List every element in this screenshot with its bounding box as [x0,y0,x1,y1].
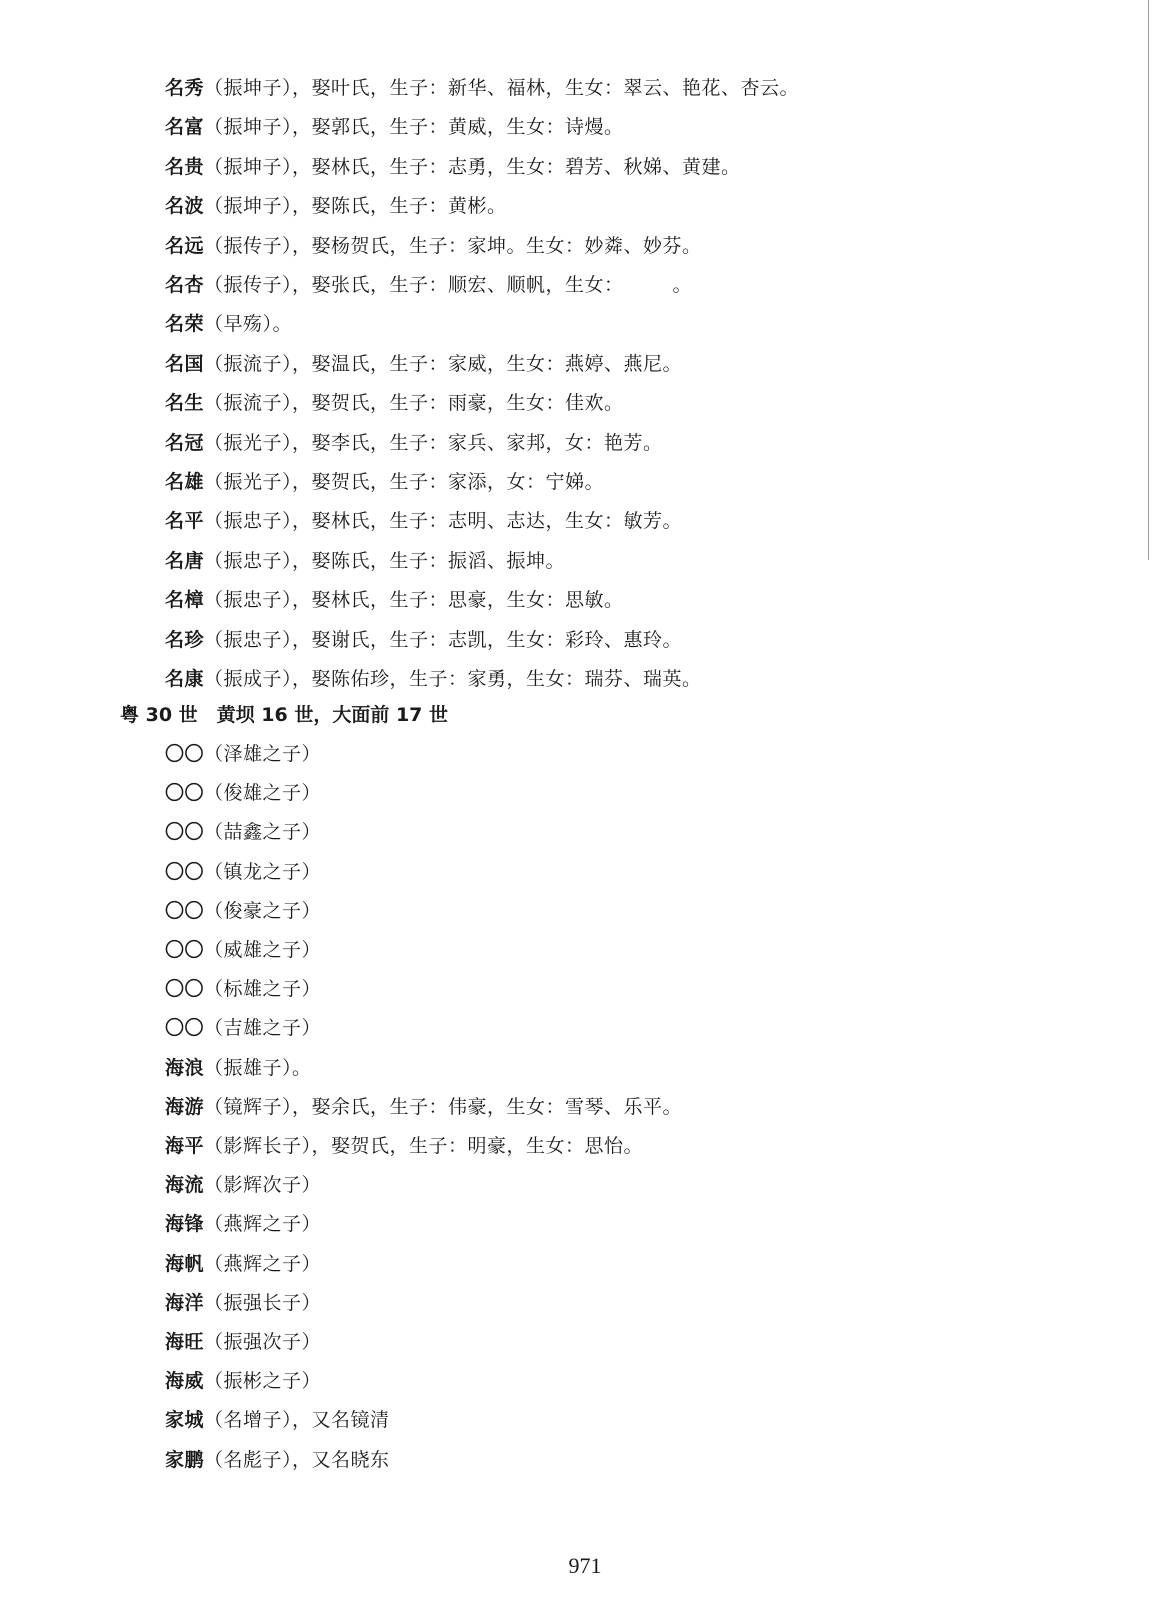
person-name: 海帆 [165,1252,205,1275]
genealogy-entry [165,975,321,1003]
person-details: （吉雄之子） [204,1017,322,1040]
person-name: 海游 [165,1095,205,1118]
genealogy-entry [165,1446,390,1474]
person-name: 海旺 [165,1331,205,1353]
genealogy-entry [165,350,682,378]
person-name: 〇〇 [165,860,205,883]
person-name: 海威 [165,1370,205,1393]
person-details: （振光子），娶李氏，生子：家兵、家邦，女：艳芳。 [204,431,663,454]
genealogy-entry [165,626,682,654]
person-details: （振忠子），娶陈氏，生子：振滔、振坤。 [204,549,566,572]
genealogy-entry [165,74,799,102]
person-details: （振坤子），娶郭氏，生子：黄威，生女：诗熳。 [204,116,624,139]
genealogy-entry [165,1328,321,1356]
genealogy-entry [165,468,604,496]
person-name: 〇〇 [165,821,205,844]
genealogy-entry [165,665,702,693]
person-details: （喆鑫之子） [204,821,322,844]
person-details: （早殇）。 [204,313,293,336]
person-name: 海锋 [165,1213,205,1236]
genealogy-entry [165,1289,321,1317]
person-details: （俊雄之子） [204,782,322,805]
person-details: （镇龙之子） [204,860,322,883]
genealogy-entry [165,1250,321,1278]
person-name: 家鹏 [165,1448,205,1471]
person-details: （燕辉之子） [204,1213,322,1236]
person-name: 海洋 [165,1291,205,1314]
genealogy-entry [165,153,741,181]
person-name: 名富 [165,116,205,139]
person-details: （威雄之子） [204,939,322,961]
person-details: （影辉长子），娶贺氏，生子：明豪，生女：思怡。 [204,1135,644,1157]
genealogy-entry [165,897,321,925]
person-name: 名雄 [165,471,205,493]
person-name: 名生 [165,392,205,415]
person-name: 海流 [165,1174,205,1197]
person-details: （名增子），又名镜清 [204,1409,390,1432]
person-name: 名珍 [165,628,205,651]
person-details: （振忠子），娶林氏，生子：志明、志达，生女：敏芳。 [204,510,683,533]
person-name: 〇〇 [165,939,205,961]
person-details: （振传子），娶杨贺氏，生子：家坤。生女：妙粦、妙芬。 [204,234,702,257]
genealogy-entry [165,310,292,338]
genealogy-entry [165,232,702,260]
person-details: （燕辉之子） [204,1252,322,1275]
genealogy-entry [165,1367,321,1395]
person-name: 〇〇 [165,782,205,805]
person-name: 名杏 [165,274,205,296]
person-details: （振忠子），娶林氏，生子：思豪，生女：思敏。 [204,589,624,612]
person-details: （振强次子） [204,1331,322,1353]
person-details: （振强长子） [204,1291,322,1314]
person-name: 名冠 [165,431,205,454]
person-details: （名彪子），又名晓东 [204,1448,390,1471]
genealogy-entry [165,586,624,614]
genealogy-entry [165,1132,643,1160]
section-heading: 粤 30 世 黄坝 16 世，大面前 17 世 [120,704,449,726]
genealogy-entry [165,1406,390,1434]
person-details: （振忠子），娶谢氏，生子：志凯，生女：彩玲、惠玲。 [204,628,683,651]
page-number: 971 [568,1553,602,1578]
person-name: 家城 [165,1409,205,1432]
genealogy-entry [165,740,321,768]
person-name: 名波 [165,195,205,218]
person-name: 海浪 [165,1056,205,1079]
genealogy-entry [165,779,321,807]
genealogy-entry [165,858,321,886]
person-details: （振流子），娶温氏，生子：家威，生女：燕婷、燕尼。 [204,352,683,375]
genealogy-entry [165,1054,312,1082]
genealogy-entry [165,1014,321,1042]
genealogy-entry [165,547,565,575]
genealogy-entry [165,429,663,457]
person-details: （泽雄之子） [204,743,322,765]
person-name: 名平 [165,510,205,533]
person-details: （振成子），娶陈佑珍，生子：家勇，生女：瑞芬、瑞英。 [204,668,702,690]
person-name: 〇〇 [165,899,205,922]
person-details: （振光子），娶贺氏，生子：家添，女：宁娣。 [204,471,605,493]
genealogy-entry [165,1171,321,1199]
person-details: （振坤子），娶林氏，生子：志勇，生女：碧芳、秋娣、黄建。 [204,155,741,178]
person-name: 〇〇 [165,1017,205,1040]
person-name: 名康 [165,668,205,690]
person-details: （振雄子）。 [204,1056,312,1079]
person-details: （标雄之子） [204,978,322,1001]
person-details: （影辉次子） [204,1174,322,1197]
person-name: 名远 [165,234,205,257]
person-details: （振传子），娶张氏，生子：顺宏、顺帆，生女： 。 [204,274,693,296]
genealogy-entry [165,271,692,299]
person-name: 〇〇 [165,978,205,1001]
person-name: 海平 [165,1135,205,1157]
person-details: （振彬之子） [204,1370,322,1393]
page-edge-line [1148,0,1149,560]
person-name: 名国 [165,352,205,375]
person-details: （镜辉子），娶余氏，生子：伟豪，生女：雪琴、乐平。 [204,1095,683,1118]
person-name: 名秀 [165,77,205,99]
genealogy-entry [165,1093,682,1121]
person-details: （俊豪之子） [204,899,322,922]
person-details: （振流子），娶贺氏，生子：雨豪，生女：佳欢。 [204,392,624,415]
genealogy-entry [165,1210,321,1238]
genealogy-entry [165,507,682,535]
person-name: 名樟 [165,589,205,612]
genealogy-entry [165,936,321,964]
person-name: 名贵 [165,155,205,178]
person-name: 名荣 [165,313,205,336]
genealogy-entry [165,113,624,141]
genealogy-entry [165,192,507,220]
genealogy-entry [165,818,321,846]
person-name: 〇〇 [165,743,205,765]
person-details: （振坤子），娶陈氏，生子：黄彬。 [204,195,507,218]
person-name: 名唐 [165,549,205,572]
genealogy-entry [165,389,624,417]
person-details: （振坤子），娶叶氏，生子：新华、福林，生女：翠云、艳花、杏云。 [204,77,800,99]
